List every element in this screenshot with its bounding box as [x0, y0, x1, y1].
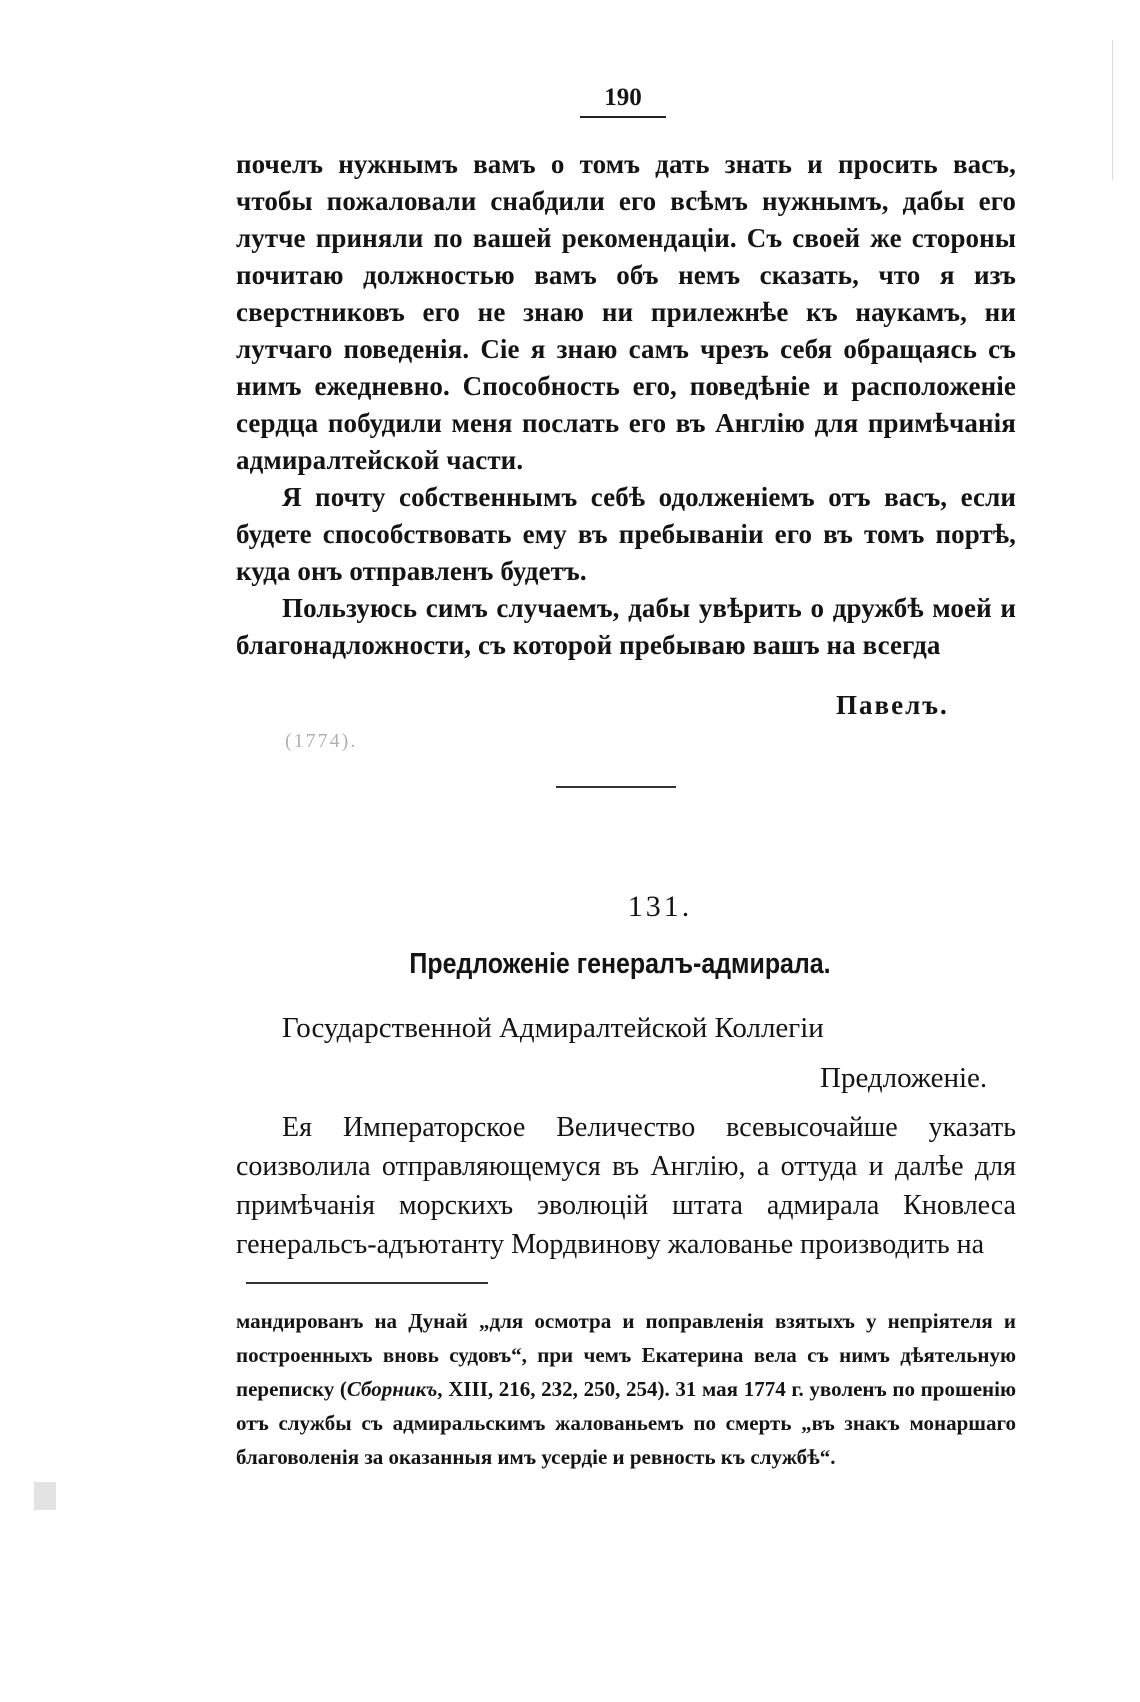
document-type: Предложеніе. — [820, 1062, 988, 1094]
letter-body — [236, 146, 1016, 664]
footnote-rule — [246, 1282, 488, 1284]
scan-edge-mark — [34, 1482, 56, 1510]
section-separator — [556, 786, 676, 788]
addressee: Государственной Адмиралтейской Коллегіи — [282, 1012, 824, 1044]
proposal-body — [236, 1108, 1016, 1264]
section-title: Предложеніе генералъ-адмирала. — [409, 948, 831, 980]
signature: Павелъ. — [836, 690, 949, 720]
letter-paragraph-2: Я почту собственнымъ себѣ одолженіемъ отъ васъ, если будете способствовать ему въ пребываніи его въ томъ портѣ, куда онъ отправленъ будетъ. — [236, 482, 1016, 586]
letter-paragraph-3: Пользуюсь симъ случаемъ, дабы увѣрить о дружбѣ моей и благонадложности, съ которой пребываю вашъ на всегда — [236, 593, 1016, 660]
footnote-part-1: мандированъ на Дунай „для осмотра и поправленія взятыхъ у непріятеля и построенныхъ вновь судовъ“, при чемъ Екатерина вела съ нимъ дѣятельную переписку ( — [236, 1309, 1016, 1401]
page-number: 190 — [580, 84, 666, 118]
letter-paragraph-1: почелъ нужнымъ вамъ о томъ дать знать и просить васъ, чтобы пожаловали снабдили его всѣмъ нужнымъ, дабы его лутче приняли по вашей рекомендаціи. Съ своей же стороны почитаю должностью вамъ объ немъ сказать, что я изъ сверстниковъ его не знаю ни прилежнѣе къ наукамъ, ни лутчаго поведенія. Сіе я знаю самъ чрезъ себя обращаясь съ нимъ ежедневно. Способность его, поведѣніе и расположеніе сердца побудили меня послать его въ Англію для примѣчанія адмиралтейской части. — [236, 149, 1016, 475]
section-number: 131. — [627, 890, 693, 923]
footnote-text — [236, 1304, 1016, 1474]
proposal-paragraph: Ея Императорское Величество всевысочайше указать соизволила отправляющемуся въ Англію, а оттуда и далѣе для примѣчанія морскихъ эволюцій штата адмирала Кновлеса генеральсъ-адъютанту Мордвинову жалованье производить на — [236, 1112, 1016, 1260]
footnote-source-title: Сборникъ — [346, 1377, 438, 1401]
scan-edge-line — [1112, 40, 1113, 180]
footnote — [236, 1304, 1016, 1474]
letter-date: (1774). — [285, 730, 358, 752]
footnote-part-2: , XIII, 216, 232, 250, 254). 31 мая 1774 г. уволенъ по прошенію отъ службы съ адмиральскимъ жалованьемъ по смерть „въ знакъ монаршаго благоволенія за оказанныя имъ усердіе и ревность къ службѣ“. — [236, 1377, 1016, 1469]
